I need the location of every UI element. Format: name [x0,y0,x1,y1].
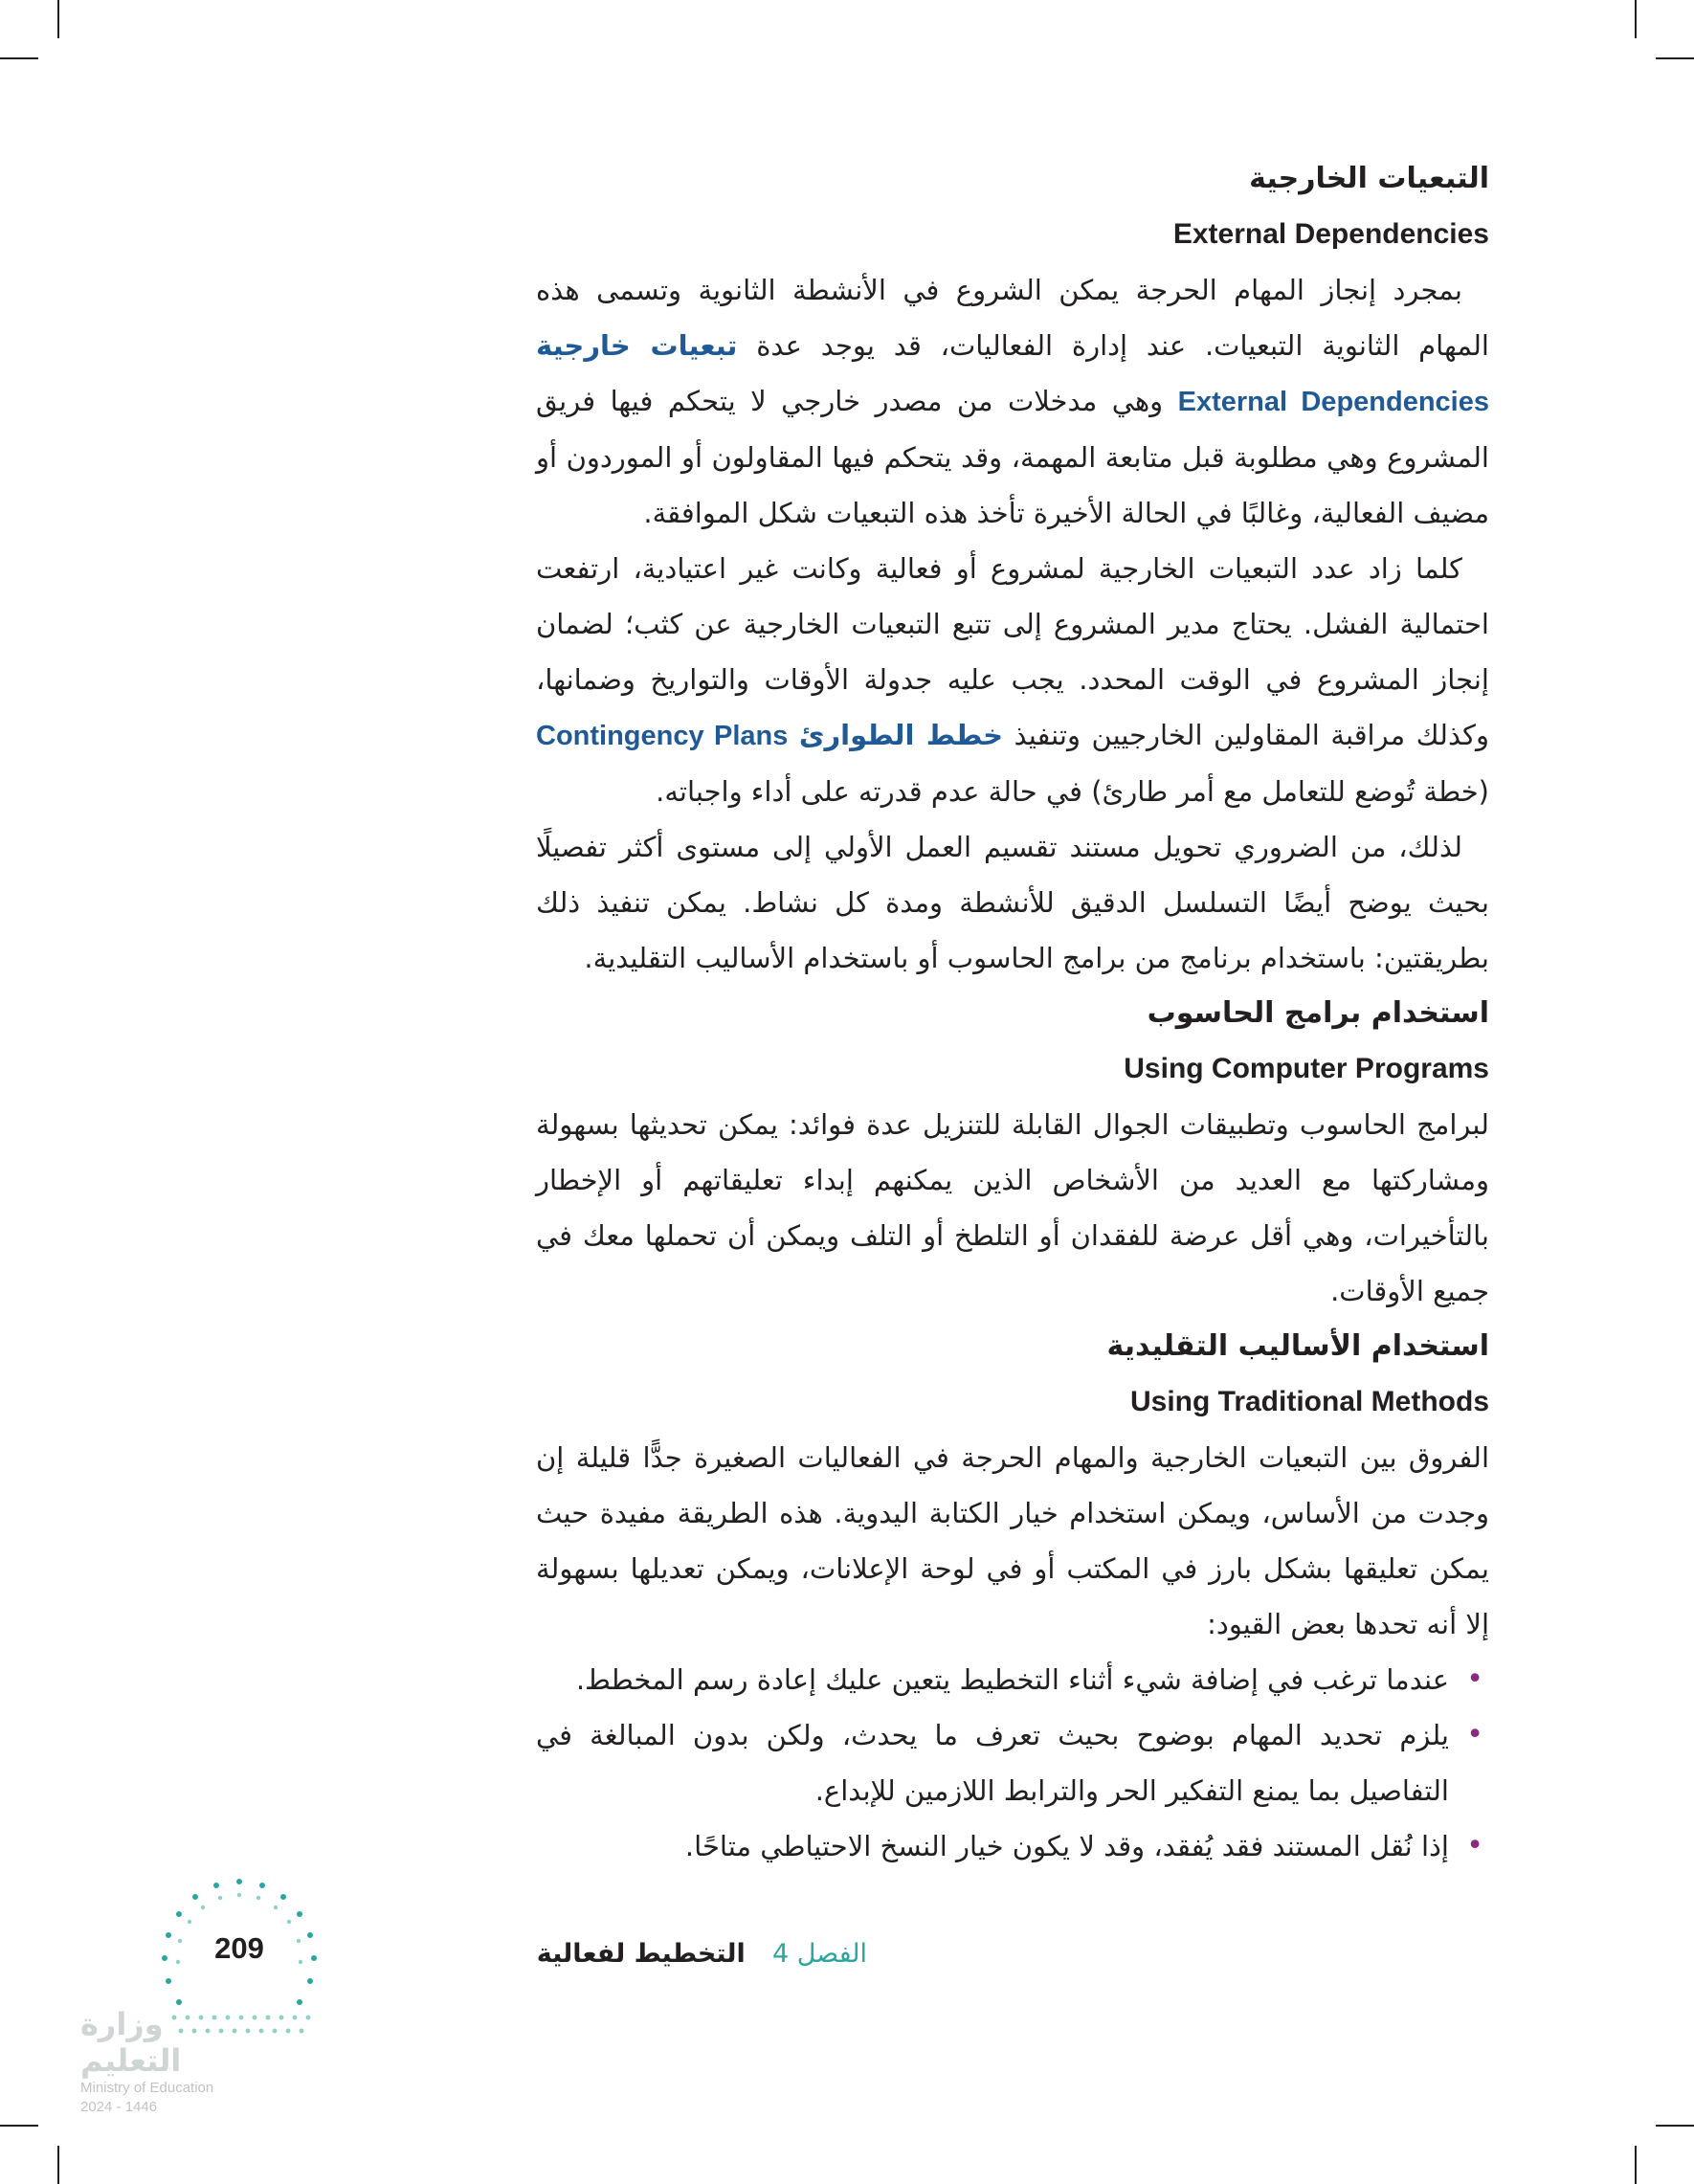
paragraph-text: (خطة تُوضع للتعامل مع أمر طارئ) في حالة عدم قدرته على أداء واجباته. [656,775,1489,808]
list-item: • عندما ترغب في إضافة شيء أثناء التخطيط يتعين عليك إعادة رسم المخطط. [536,1652,1489,1707]
section-title-computer-programs-ar: استخدام برامج الحاسوب [1147,996,1489,1030]
chapter-number: الفصل 4 [771,1939,867,1969]
paragraph [536,541,1489,819]
crop-mark [1656,2125,1694,2127]
page-number: 209 [214,1931,264,1965]
section-title-external-dependencies-ar: التبعيات الخارجية [1249,162,1489,195]
term-ar: تبعيات خارجية [536,329,738,362]
paragraph-text: كلما زاد عدد التبعيات الخارجية لمشروع أو فعالية وكانت غير اعتيادية، ارتفعت احتمالية الفشل. يحتاج مدير المشروع إلى تتبع التبعيات الخارجية عن كثب؛ لضمان إنجاز المشروع في الوقت المحدد. يجب عليه جدولة الأوقات والتواريخ وضمانها، وكذلك مراقبة المقاولين الخارجيين وتنفيذ [536,552,1489,751]
paragraph: الفروق بين التبعيات الخارجية والمهام الحرجة في الفعاليات الصغيرة جدًّا قليلة إن وجدت من الأساس، ويمكن استخدام خيار الكتابة اليدوية. هذه الطريقة مفيدة حيث يمكن تعليقها بشكل بارز في المكتب أو في لوحة الإعلانات، ويمكن تعديلها بسهولة إلا أنه تحدها بعض القيود: [536,1441,1489,1640]
list-item: • يلزم تحديد المهام بوضوح بحيث تعرف ما يحدث، ولكن بدون المبالغة في التفاصيل بما يمنع التفكير الحر والترابط اللازمين للإبداع. [536,1707,1489,1818]
paragraph-text: بمجرد إنجاز المهام الحرجة يمكن الشروع في الأنشطة الثانوية وتسمى هذه المهام الثانوية التبعيات. عند إدارة الفعاليات، قد يوجد عدة [536,274,1489,362]
ministry-name-en: Ministry of Education [80,2080,214,2096]
ministry-name-ar: وزارة التعليم [80,2006,182,2079]
crop-mark [1635,2146,1637,2184]
crop-mark [57,2146,59,2184]
section-title-traditional-methods-ar: استخدام الأساليب التقليدية [1106,1329,1489,1363]
term-ar: خطط الطوارئ [798,719,1003,751]
paragraph: لبرامج الحاسوب وتطبيقات الجوال القابلة للتنزيل عدة فوائد: يمكن تحديثها بسهولة ومشاركتها مع العديد من الأشخاص الذين يمكنهم إبداء تعليقاتهم أو الإخطار بالتأخيرات، وهي أقل عرضة للفقدان أو التلطخ أو التلف ويمكن أن تحملها معك في جميع الأوقات. [536,1108,1489,1307]
list-item: • إذا نُقل المستند فقد يُفقد، وقد لا يكون خيار النسخ الاحتياطي متاحًا. [536,1818,1489,1874]
paragraph [536,262,1489,541]
limitations-list [536,1652,1489,1874]
crop-mark [1656,57,1694,59]
term-en: Contingency Plans [536,721,789,751]
ministry-logo [80,2006,262,2117]
crop-mark [0,57,38,59]
ministry-year: 2024 - 1446 [80,2099,158,2115]
paragraph: لذلك، من الضروري تحويل مستند تقسيم العمل الأولي إلى مستوى أكثر تفصيلًا بحيث يوضح أيضًا التسلسل الدقيق للأنشطة ومدة كل نشاط. يمكن تنفيذ ذلك بطريقتين: باستخدام برنامج من برامج الحاسوب أو باستخدام الأساليب التقليدية. [536,831,1489,974]
page-body [536,151,1489,1874]
section-title-external-dependencies-en: External Dependencies [1172,218,1489,250]
crop-mark [57,0,59,38]
chapter-footer [536,1939,867,1969]
crop-mark [1635,0,1637,38]
chapter-title: التخطيط لفعالية [536,1939,746,1969]
crop-mark [0,2125,38,2127]
term-en: External Dependencies [1177,387,1489,417]
paragraph-text: وهي مدخلات من مصدر خارجي لا يتحكم فيها فريق المشروع وهي مطلوبة قبل متابعة المهمة، وقد يتحكم فيها المقاولون أو الموردون أو مضيف الفعالية، وغالبًا في الحالة الأخيرة تأخذ هذه التبعيات شكل الموافقة. [536,385,1489,529]
section-title-computer-programs-en: Using Computer Programs [1124,1053,1489,1084]
section-title-traditional-methods-en: Using Traditional Methods [1129,1386,1489,1417]
